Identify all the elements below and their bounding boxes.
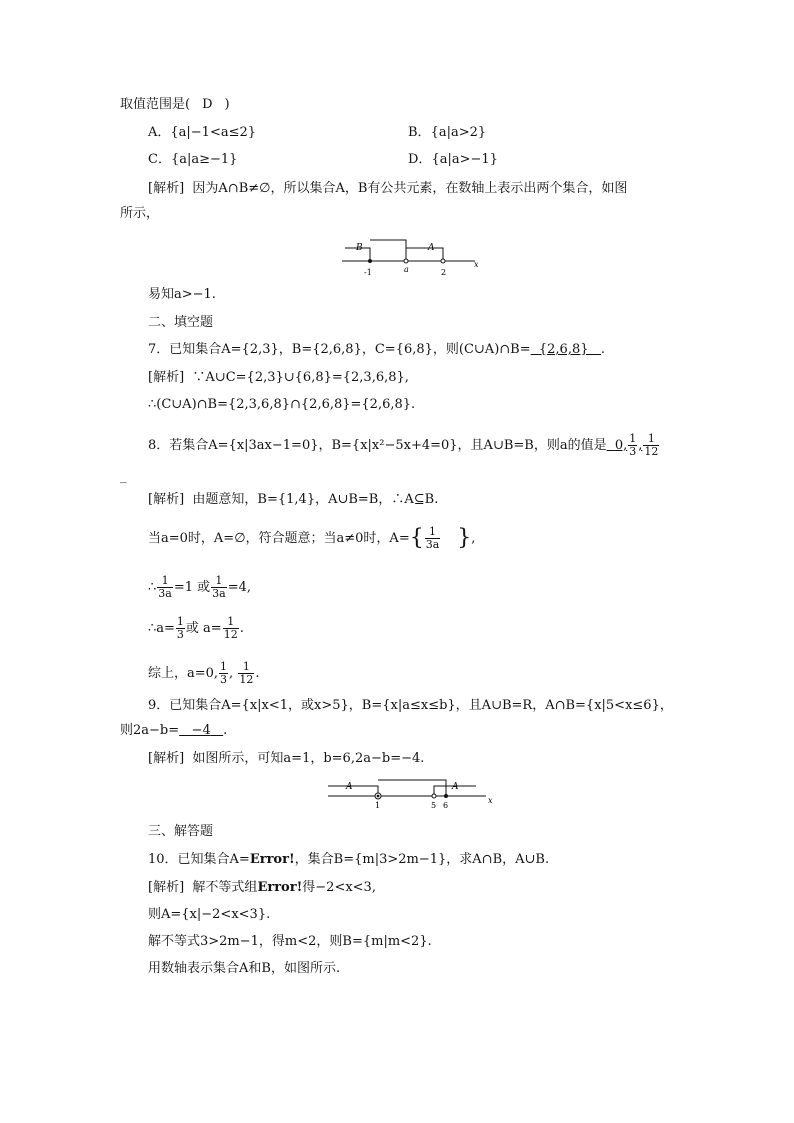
question-10-stem: ，集合B={m|3>2m−1}，求A∩B，A∪B.	[294, 852, 550, 867]
fig1-axis-x: x	[474, 260, 479, 269]
fig1-tick-a: a	[404, 265, 409, 274]
set-fraction	[425, 526, 441, 551]
fraction-d	[223, 616, 239, 641]
fraction-den: 12	[239, 673, 254, 686]
error-placeholder: Error!	[249, 852, 295, 867]
fraction-den: 3a	[212, 587, 226, 600]
fig2-label-A-right: A	[452, 782, 459, 792]
analysis-10-line3	[148, 933, 432, 951]
analysis-text: ∵A∪C={2,3}∪{6,8}={2,3,6,8},	[192, 370, 409, 385]
question-10-stem: 10．已知集合A=	[148, 852, 250, 867]
fraction-den: 12	[644, 445, 659, 458]
answer-choice: D	[202, 97, 213, 112]
therefore: ∴	[148, 580, 157, 595]
analysis-10-line4	[148, 960, 340, 978]
analysis-text: =4,	[227, 580, 251, 595]
analysis-tag: [解析]	[148, 181, 185, 196]
question-8	[148, 433, 660, 458]
fig2-tick-6: 6	[443, 801, 449, 810]
answer-text: {2,6,8}	[538, 342, 589, 357]
section-2-title	[148, 314, 213, 332]
question-8-stem: 8．若集合A={x|3ax−1=0}，B={x|x²−5x+4=0}，且A∪B=B，则a的值是	[148, 438, 607, 453]
fraction-f	[238, 661, 254, 686]
option-b-label: B．	[408, 125, 431, 140]
number-line-figure-1	[340, 234, 490, 278]
section-title: 二、填空题	[148, 315, 214, 330]
analysis-7-line2	[148, 396, 415, 414]
analysis-text: ∴a=	[148, 621, 175, 636]
blank-tail: _	[120, 469, 127, 484]
brace-left: {	[409, 525, 424, 551]
fraction-num: 1	[220, 660, 228, 673]
section-title: 三、解答题	[148, 824, 214, 839]
fig1-tick-m1: -1	[364, 268, 372, 277]
conclusion-text: 易知a>−1.	[148, 287, 216, 302]
option-d-text: {a|a>−1}	[431, 152, 498, 167]
fraction-a	[157, 575, 173, 600]
analysis-text: 用数轴表示集合A和B，如图所示.	[148, 961, 341, 976]
fraction-den: 3a	[425, 538, 440, 551]
fraction-den: 3	[176, 628, 184, 641]
fraction-num: 1	[223, 616, 239, 629]
fig1-label-A: A	[428, 243, 435, 253]
analysis-text: 综上，a=0,	[148, 666, 219, 681]
analysis-8-line5	[148, 661, 259, 686]
question-9-stem: 9．已知集合A={x|x<1，或x>5}，B={x|a≤x≤b}，且A∪B=R，A∩B={x|5<x≤6}，	[148, 698, 673, 713]
option-a-label: A．	[148, 125, 171, 140]
analysis-6-line1	[148, 180, 627, 198]
analysis-text: ,	[229, 666, 234, 681]
fraction-num: 1	[176, 615, 184, 628]
fig2-tick-5: 5	[431, 801, 437, 810]
fig1-label-B: B	[356, 243, 363, 253]
analysis-9-line1	[148, 750, 424, 768]
analysis-10-line2	[148, 906, 270, 924]
analysis-text: 或 a=	[185, 621, 222, 636]
fig2-tick-1: 1	[375, 801, 381, 810]
option-a-text: {a|−1<a≤2}	[170, 125, 257, 140]
fraction-e	[219, 661, 228, 686]
period: .	[223, 723, 228, 738]
analysis-8-line4	[148, 616, 244, 641]
brace-right: }	[457, 525, 472, 551]
fig2-label-A-left: A	[346, 782, 353, 792]
analysis-text: =1 或	[173, 580, 211, 595]
stem-text: 取值范围是(	[120, 97, 191, 112]
question-8-tail	[120, 468, 127, 486]
analysis-tag: [解析]	[148, 751, 185, 766]
analysis-text: 解不等式组	[192, 880, 258, 895]
analysis-6-line2	[120, 205, 159, 223]
fraction-num: 1	[629, 432, 637, 445]
fraction-den: 3	[629, 445, 637, 458]
question-9-line1	[148, 697, 673, 715]
fraction-den: 12	[223, 628, 238, 641]
fraction-num: 1	[211, 575, 227, 588]
question-7-stem: 7．已知集合A={2,3}，B={2,6,8}，C={6,8}，则(C∪A)∩B=	[148, 342, 531, 357]
question-9-stem2: 则2a−b=	[120, 723, 180, 738]
analysis-8-line3	[148, 575, 251, 600]
analysis-tag: [解析]	[148, 492, 185, 507]
error-placeholder: Error!	[257, 880, 303, 895]
analysis-text: .	[239, 621, 244, 636]
analysis-text: 得−2<x<3,	[302, 880, 376, 895]
option-d	[408, 151, 498, 169]
analysis-text: 则A={x|−2<x<3}.	[148, 907, 271, 922]
analysis-text: 所示，	[120, 206, 160, 221]
analysis-text: 当a=0时，A=∅，符合题意；当a≠0时，A=	[148, 531, 410, 546]
analysis-text: 解不等式3>2m−1，得m<2，则B={m|m<2}.	[148, 934, 432, 949]
option-d-label: D．	[408, 152, 432, 167]
option-a	[148, 124, 256, 142]
answer-comma: ,	[638, 438, 643, 453]
option-c-label: C．	[148, 152, 171, 167]
analysis-text: ∴(C∪A)∩B={2,3,6,8}∩{2,6,8}={2,6,8}.	[148, 397, 416, 412]
analysis-tag: [解析]	[148, 880, 185, 895]
analysis-text: 由题意知，B={1,4}，A∪B=B，∴A⊆B.	[192, 492, 439, 507]
question-8-answer	[607, 432, 661, 458]
answer-zero: 0,	[614, 438, 628, 453]
fraction-den: 3a	[158, 587, 172, 600]
question-stem-continuation	[120, 96, 230, 114]
answer-fraction-2	[643, 433, 659, 458]
fraction-c	[176, 616, 185, 641]
option-b	[408, 124, 486, 142]
fraction-b	[211, 575, 227, 600]
question-9-line2	[120, 722, 227, 740]
option-c-text: {a|a≥−1}	[170, 152, 238, 167]
number-line-figure-2	[326, 776, 498, 810]
question-10	[148, 851, 549, 869]
analysis-text: .	[255, 666, 260, 681]
stem-close: )	[224, 97, 230, 112]
analysis-8-line2: 当a=0时，A=∅，符合题意；当a≠0时，A={ $\frac{1}{3a}$ },	[148, 525, 476, 551]
fraction-num: 1	[238, 661, 254, 674]
analysis-7-line1	[148, 369, 409, 387]
question-9-answer	[179, 723, 223, 738]
question-7-answer	[531, 342, 601, 357]
fig1-tick-2: 2	[441, 268, 447, 277]
analysis-10-line1	[148, 879, 376, 897]
analysis-text: 因为A∩B≠∅，所以集合A，B有公共元素，在数轴上表示出两个集合，如图	[192, 181, 628, 196]
analysis-text: 如图所示，可知a=1，b=6,2a−b=−4.	[192, 751, 425, 766]
analysis-tag: [解析]	[148, 370, 185, 385]
option-b-text: {a|a>2}	[430, 125, 487, 140]
analysis-8-line1	[148, 491, 438, 509]
question-7: 7．已知集合A={2,3}，B={2,6,8}，C={6,8}，则(C∪A)∩B= {2,6,8} .	[148, 342, 606, 357]
answer-text: −4	[191, 723, 211, 738]
section-3-title	[148, 823, 213, 841]
option-c	[148, 151, 237, 169]
fraction-den: 3	[220, 673, 228, 686]
answer-fraction-1	[628, 433, 637, 458]
fig2-axis-x: x	[488, 796, 493, 805]
fraction-num: 1	[157, 575, 173, 588]
fraction-num: 1	[425, 526, 441, 539]
fraction-num: 1	[643, 433, 659, 446]
analysis-6-conclusion	[148, 286, 216, 304]
